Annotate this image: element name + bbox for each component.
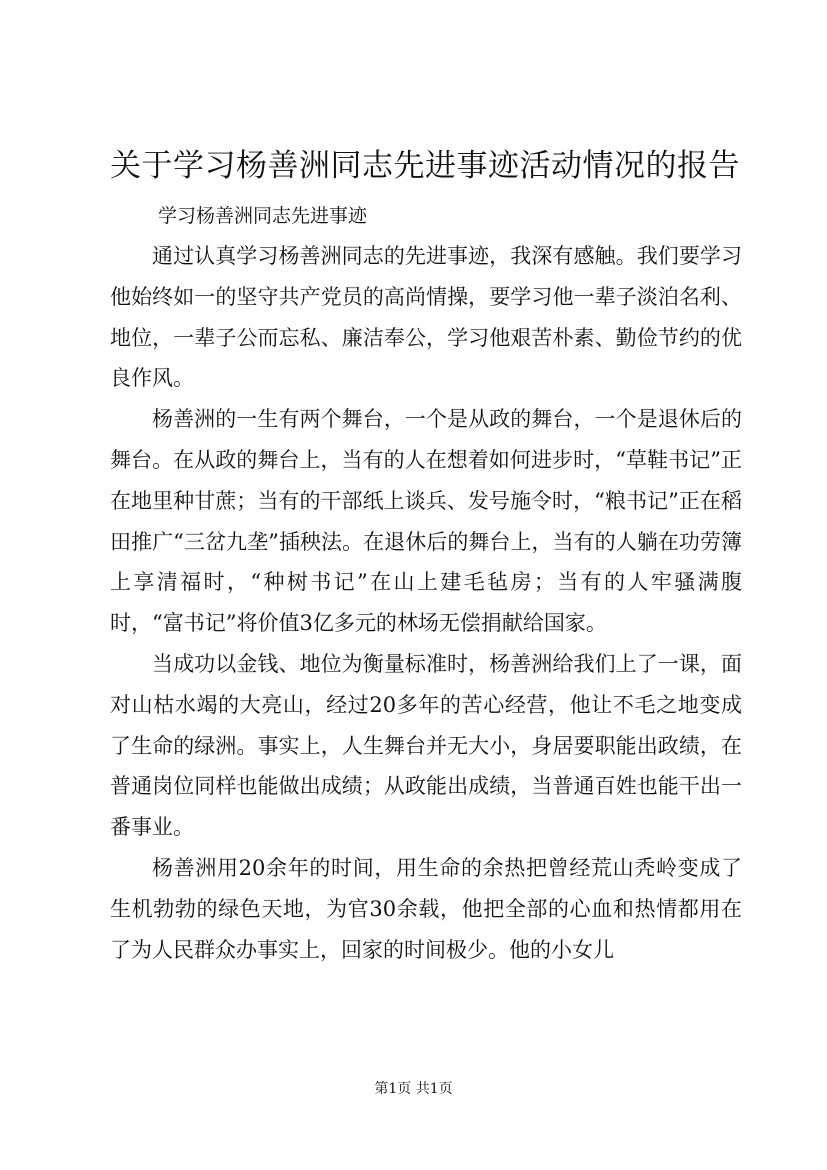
paragraph: 杨善洲用20余年的时间，用生命的余热把曾经荒山秃岭变成了生机勃勃的绿色天地，为官30余载，他把全部的心血和热情都用在了为人民群众办事实上，回家的时间极少。他的小女儿 bbox=[110, 855, 742, 962]
document-body bbox=[110, 236, 742, 970]
document-subtitle: 学习杨善洲同志先进事迹 bbox=[158, 205, 368, 227]
paragraph: 当成功以金钱、地位为衡量标准时，杨善洲给我们上了一课，面对山枯水竭的大亮山，经过20多年的苦心经营，他让不毛之地变成了生命的绿洲。事实上，人生舞台并无大小，身居要职能出政绩，在普通岗位同样也能做出成绩；从政能出成绩，当普通百姓也能干出一番事业。 bbox=[110, 651, 742, 840]
paragraph: 杨善洲的一生有两个舞台，一个是从政的舞台，一个是退休后的舞台。在从政的舞台上，当有的人在想着如何进步时，“草鞋书记”正在地里种甘蔗；当有的干部纸上谈兵、发号施令时，“粮书记”正在稻田推广“三岔九垄”插秧法。在退休后的舞台上，当有的人躺在功劳簿上享清福时，“种树书记”在山上建毛毡房；当有的人牢骚满腹时，“富书记”将价值3亿多元的林场无偿捐献给国家。 bbox=[110, 407, 742, 636]
document-title: 关于学习杨善洲同志先进事迹活动情况的报告 bbox=[110, 148, 740, 184]
paragraph: 通过认真学习杨善洲同志的先进事迹，我深有感触。我们要学习他始终如一的坚守共产党员的高尚情操，要学习他一辈子淡泊名利、地位，一辈子公而忘私、廉洁奉公，学习他艰苦朴素、勤俭节约的优良作风。 bbox=[110, 244, 742, 391]
page-footer: 第1页 共1页 bbox=[374, 1081, 453, 1097]
